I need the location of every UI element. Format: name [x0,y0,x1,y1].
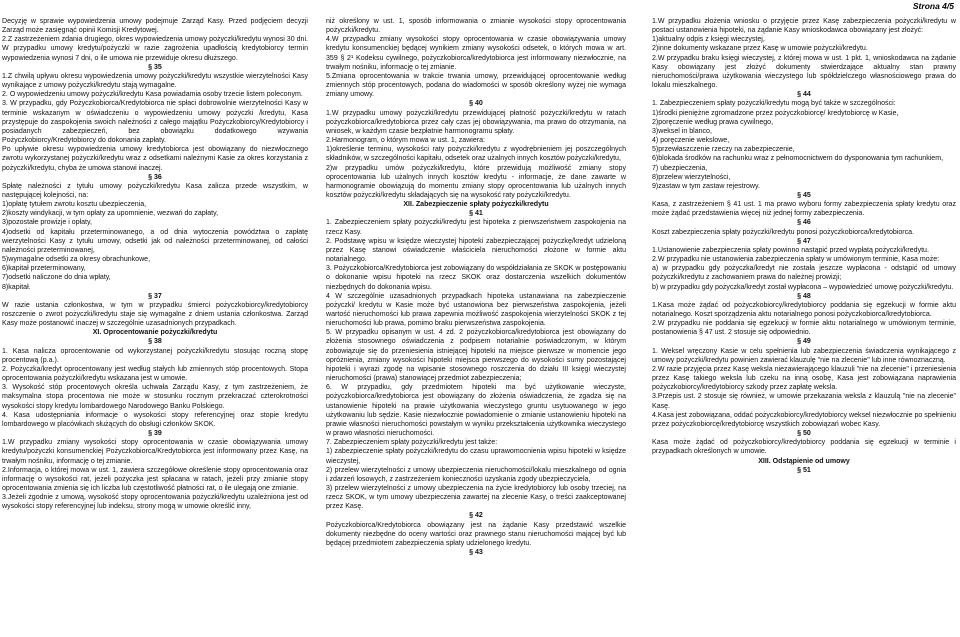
paragraph: 6)blokada środków na rachunku wraz z pełnomocnictwem do dysponowania tym rachunkiem, [652,155,944,163]
document-columns [0,17,960,635]
paragraph: 7)odsetki naliczone do dnia wpłaty, [2,274,111,282]
paragraph: 6)kapitał przeterminowany, [2,265,86,273]
paragraph: 3) przelew wierzytelności z umowy ubezpieczenia na życie kredytobiorcy lub osoby trzeciej, na rzecz SKOK, w tym umowy ubezpieczenia zawartej na zlecenie Kasy, o treści zaakceptowanej przez Kasę. [326,484,626,511]
paragraph: 1.Ustanowienie zabezpieczenia spłaty powinno nastąpić przed wypłatą pożyczki/kredytu. [652,246,929,254]
paragraph: Koszt zabezpieczenia spłaty pożyczki/kredytu ponosi pożyczkobiorca/kredytobiorca. [652,228,915,236]
paragraph: 1.W przypadku złożenia wniosku o przyjęcie przez Kasę zabezpieczenia pożyczki/kredytu w postaci ustanowienia hipoteki, na żądanie Kasy wnioskodawca obowiązany jest złożyć: [652,18,956,35]
paragraph: Pożyczkobiorca/Kredytobiorca obowiązany jest na żądanie Kasy przedstawić wszelkie dokumenty niezbędne do oceny wartości oraz prawnego stanu nieruchomości mającej być lub będącej przedmiotem zabezpieczenia spłaty udzielonego kredytu. [326,521,626,547]
section-paragraph-number: § 40 [469,100,483,108]
paragraph: 4 W szczególnie uzasadnionych przypadkach hipoteka ustanawiana na zabezpieczenie pożyczki/ kredytu w Kasie może być ustanowiona bez pierwszeństwa zaspokojenia, jeżeli wartość nieruchomości lub prawa zapewnia możliwość zaspokojenia wierzytelności SKOK z tej nieruchomości lub prawa, pomimo braku pierwszeństwa zaspokojenia. [326,292,626,328]
paragraph: 2)inne dokumenty wskazane przez Kasę w umowie pożyczki/kredytu. [652,45,868,53]
paragraph: 2)koszty windykacji, w tym opłaty za upomnienie, wezwań do zapłaty, [2,210,219,218]
paragraph: 2. Podstawę wpisu w księdze wieczystej hipoteki zabezpieczającej pożyczkę/kredyt udzieloną przez Kasę stanowi oświadczenie właściciela nieruchomości złożone w formie aktu notarialnego. [326,237,626,264]
paragraph: 1)opłatę tytułem zwrotu kosztu ubezpieczenia, [2,201,147,209]
paragraph: 3.Jeżeli zgodnie z umową, wysokość stopy oprocentowania pożyczki/kredytu uzależniona jest od wysokości stopy referencyjnej lub indeksu, strony mogą w umowie określić inny, [2,494,308,511]
paragraph: 1.W przypadku umowy pożyczki/kredytu przewidującej płatność pożyczki/kredytu w ratach pożyczkobiorca/kredytobiorca przez cały czas jej obowiązywania, ma prawo do otrzymania, na wniosek, w każdym czasie bezpłatnie harmonogramu spłaty. [326,109,626,135]
paragraph: 2.W przypadku nie poddania się egzekucji w formie aktu notarialnego w umówionym terminie, postanowienia § 47 ust. 2 stosuje się odpowiednio. [652,320,956,337]
paragraph: 4) poręczenie wekslowe, [652,137,730,145]
paragraph: 4)odsetki od kapitału przeterminowanego, a od dnia wytoczenia powództwa o zapłatę wierzytelności Kasy z tytułu umowy, odsetki jak od należności przeterminowanej, od całości należności przeterminowanej, [2,228,308,254]
section-paragraph-number: § 47 [797,237,811,245]
paragraph: 2.W razie przyjęcia przez Kasę weksla niezawierającego klauzuli "nie na zlecenie" i przeniesienia przez Kasę takiego weksla lub czeku na inną osobę, Kasa jest zobowiązana naprawienia pożyczkobiorcy/kredytobiorcy szkody przez zapłatę weksla. [652,365,956,392]
paragraph: 5. W przypadku opisanym w ust. 4 zd. 2 pożyczkobiorca/kredytobiorca jest obowiązany do złożenia stosownego oświadczenia z podpisem notarialnie poświadczonym, w którym zobowiązuje się do przeniesienia istniejącej hipoteki na miejsce pierwsze w momencie jego opróżnienia, zmiany wysokości hipoteki miejsca pierwszego do wysokości sumy pozostającej hipoteki i wyrazi zgodę na wpisanie stosownego roszczenia do działu III księgi wieczystej nieruchomości (prawa) stanowiącej przedmiot zabezpieczenia; [326,329,626,383]
paragraph: a) w przypadku gdy pożyczka/kredyt nie została jeszcze wypłacona - odstąpić od umowy pożyczki/kredytu z zachowaniem prawa do należnej prowizji; [652,265,956,282]
section-paragraph-number: § 43 [469,549,483,557]
paragraph: 2.W przypadku nie ustanowienia zabezpieczenia spłaty w umówionym terminie, Kasa może: [652,256,940,264]
paragraph: 5.Zmiana oprocentowania w trakcie trwania umowy, przewidującej oprocentowanie według zmiennych stóp procentowych, podana do wiadomości w sposób określony wyżej nie wymaga zmiany umowy. [326,72,626,99]
paragraph: 4.W przypadku zmiany wysokości stopy oprocentowania w czasie obowiązywania umowy kredytu konsumenckiej będącej wynikiem zmiany wysokości odsetek, o których mowa w art. 359 § 2¹ Kodeksu cywilnego, pożyczkobiorca/kredytobiorca jest informowany niezwłocznie, na trwałym nośniku, informację o tej zmianie. [326,36,626,71]
paragraph: 1. Zabezpieczeniem spłaty pożyczki/kredytu jest hipoteka z pierwszeństwem zaspokojenia na rzecz Kasy. [326,219,626,236]
paragraph: 2)poręczenie według prawa cywilnego, [652,118,774,126]
paragraph: b) w przypadku gdy pożyczka/kredyt został wypłacona – wypowiedzieć umowę pożyczki/kredytu. [652,283,954,291]
chapter-heading: XII. Zabezpieczenie spłaty pożyczki/kredytu [403,201,549,209]
section-paragraph-number: § 51 [797,466,811,474]
paragraph: 3. Pożyczkobiorca/Kredytobiorca jest zobowiązany do współdziałania ze SKOK w postępowaniu o dokonanie wpisu hipoteki na rzecz SKOK oraz dostarczenia wszelkich dokumentów niezbędnych do dokonania wpisu. [326,265,626,291]
paragraph: 5)wymagalne odsetki za okresy obrachunkowe, [2,256,151,264]
paragraph: 3)pozostałe prowizje i opłaty, [2,219,92,227]
section-paragraph-number: § 44 [797,91,811,99]
paragraph: 1.W przypadku zmiany wysokości stopy oprocentowania w czasie obowiązywania umowy kredytu/pożyczki konsumenckiej Pożyczkobiorca/Kredytobiorca jest informowany przez Kasę, na trwałym nośniku, informację o tej zmianie. [2,439,308,465]
paragraph: 5)przewłaszczenie rzeczy na zabezpieczenie, [652,146,795,154]
paragraph: 3)weksel in blanco, [652,127,712,135]
paragraph: 3. Wysokość stóp procentowych określa uchwała Zarządu Kasy, z tym zastrzeżeniem, że maksymalna stopa procentowa nie może w stosunku rocznym przekraczać czterokrotności wysokości stopy kredytu lombardowego Narodowego Banku Polskiego. [2,384,308,410]
column-middle [326,17,626,635]
section-paragraph-number: § 39 [148,430,162,438]
paragraph: 1) zabezpieczenie spłaty pożyczki/kredytu do czasu uprawomocnienia wpisu hipoteki w księdze wieczystej, [326,448,626,465]
paragraph: 7) ubezpieczenia, [652,164,708,172]
section-paragraph-number: § 37 [148,292,162,300]
column-right [652,17,956,635]
paragraph: 1. Zabezpieczeniem spłaty pożyczki/kredytu mogą być także w szczególności: [652,100,896,108]
paragraph: 3.Przepis ust. 2 stosuje się również, w umowie przekazania weksla z klauzulą "nie na zlecenie" Kasę. [652,393,956,410]
chapter-heading: XI. Oprocentowanie pożyczki/kredytu [92,329,218,337]
paragraph: 2. O wypowiedzeniu umowy pożyczki/kredytu Kasa powiadamia osoby trzecie listem poleconym. [2,91,303,99]
section-paragraph-number: § 42 [469,512,483,520]
paragraph: Po upływie okresu wypowiedzenia umowy kredytobiorca jest obowiązany do niezwłocznego zwrotu wykorzystanej pożyczki/kredytu wraz z odsetkami należnymi Kasie za okres korzystania z pożyczki/kredytu, chyba że umowa stanowi inaczej. [2,146,308,172]
paragraph: 4.Kasa jest zobowiązana, oddać pożyczkobiorcy/kredytobiorcy weksel niezwłocznie po spełnieniu przez pożyczkobiorcę/kredytobiorcę wszystkich zobowiązań wobec Kasy. [652,411,956,428]
paragraph: 1)aktualny odpis z księgi wieczystej, [652,36,765,44]
paragraph: 7. Zabezpieczeniem spłaty pożyczki/kredytu jest także: [326,439,498,447]
page-header [0,0,960,14]
paragraph: 2) przelew wierzytelności z umowy ubezpieczenia nieruchomości/lokalu mieszkalnego od ognia i zdarzeń losowych, z zastrzeżeniem konieczności uzyskania zgody ubezpieczyciela, [326,466,626,483]
paragraph: 2.Harmonogram, o którym mowa w ust. 1, zawiera: [326,137,485,145]
section-paragraph-number: § 46 [797,219,811,227]
paragraph: 1. Kasa nalicza oprocentowanie od wykorzystanej pożyczki/kredytu stosując roczną stopę procentową (p.a.). [2,347,308,364]
section-paragraph-number: § 50 [797,430,811,438]
paragraph: 1)środki pieniężne zgromadzone przez pożyczkobiorcę/ kredytobiorcę w Kasie, [652,109,899,117]
paragraph: 4. Kasa udostępniania informacje o wysokości stopy referencyjnej oraz stopie kredytu lombardowego w placówkach służących do obsługi członków SKOK. [2,411,308,428]
paragraph: 8)przelew wierzytelności, [652,173,731,181]
page-number: Strona 4/5 [912,1,954,11]
paragraph: Decyzję w sprawie wypowiedzenia umowy podejmuje Zarząd Kasy. Przed podjęciem decyzji Zarząd może zasięgnąć opinii Komisji Kredytowej. [2,18,308,35]
section-paragraph-number: § 49 [797,338,811,346]
column-left [2,17,308,635]
paragraph: niż określony w ust. 1, sposób informowania o zmianie wysokości stopy oprocentowania pożyczki/kredytu. [326,18,626,35]
paragraph: 9)zastaw w tym zastaw rejestrowy. [652,182,760,190]
paragraph: Spłatę należności z tytułu umowy pożyczki/kredytu Kasa zalicza przede wszystkim, w następującej kolejności, na: [2,182,308,199]
paragraph: W razie ustania członkostwa, w tym w przypadku śmierci pożyczkobiorcy/kredytobiorcy roszczenie o zwrot pożyczki/kredytu staje się wymagalne z dniem ustania członkostwa. Zarząd Kasy może postanowić inaczej w szczególnie uzasadnionych przypadkach. [2,301,308,328]
paragraph: Kasa, z zastrzeżeniem § 41 ust. 1 ma prawo wyboru formy zabezpieczenia spłaty kredytu oraz może żądać przedstawienia więcej niż jednej formy zabezpieczenia. [652,201,956,218]
paragraph: 8)kapitał. [2,283,31,291]
paragraph: 1)określenie terminu, wysokości raty pożyczki/kredytu z wyodrębnieniem jej poszczególnych składników, w szczególności kapitału, odsetek oraz użalnych innych kosztów pożyczki/kredytu, [326,146,626,163]
paragraph: 2)w przypadku umów pożyczki/kredytu, które przewidują możliwość zmiany stopy oprocentowania lub użalnych innych kosztów kredytu - informacje, że dane zawarte w harmonogramie obowiązują do momentu zmiany stopy oprocentowania lub użalnych innych kosztów pożyczki/kredytu składających się na wysokość raty pożyczki/kredytu. [326,164,626,199]
chapter-heading: XIII. Odstąpienie od umowy [758,457,850,465]
paragraph: Kasa może żądać od pożyczkobiorcy/kredytobiorcy poddania się egzekucji w terminie i przypadkach określonych w umowie. [652,439,956,456]
paragraph: 2. Pożyczka/kredyt oprocentowany jest według stałych lub zmiennych stóp procentowych. Stopa oprocentowania pożyczki/kredytu wskazana jest w umowie. [2,365,308,383]
paragraph: 2.W przypadku braku księgi wieczystej, z której mowa w ust. 1 pkt. 1, wnioskodawca na żądanie Kasy obowiązany jest złożyć dokumenty stwierdzające aktualny stan prawny nieruchomości/prawa użytkowania wieczystego lub spółdzielczego własnościowego prawa do lokalu mieszkalnego. [652,54,956,90]
section-paragraph-number: § 38 [148,338,162,346]
paragraph: 2.Informacja, o której mowa w ust. 1, zawiera szczegółowe określenie stopy oprocentowania oraz informację o wysokości rat, jeżeli pożyczka jest spłacana w ratach, jeżeli przy zmianie stopy oprocentowania zmienia się ich liczba lub częstotliwość płatności rat, o ile ulegają one zmianie. [2,466,308,492]
paragraph: 1. Weksel wręczony Kasie w celu spełnienia lub zabezpieczenia świadczenia wynikającego z umowy pożyczki/kredytu powinien zawierać klauzulę "nie na zlecenie" lub inne równoznaczną. [652,347,956,364]
section-paragraph-number: § 41 [469,210,483,218]
section-paragraph-number: § 45 [797,191,811,199]
section-paragraph-number: § 35 [148,63,162,71]
section-paragraph-number: § 48 [797,292,811,300]
paragraph: 3. W przypadku, gdy Pożyczkobiorca/Kredytobiorca nie spłaci dobrowolnie wierzytelności Kasy w terminie wskazanym w oświadczeniu o wypowiedzeniu umowy pożyczki /kredytu, Kasa przystępuje do zaspokojenia swoich należności z całego majątku Pożyczkobiorcy/Kredytobiorcy i posiadanych zabezpieczeń, bez obowiązku dodatkowego wzywania Pożyczkobiorcy/Kredytobiorcy do dokonania zapłaty. [2,100,308,145]
paragraph: 1.Z chwilą upływu okresu wypowiedzenia umowy pożyczki/kredytu wszystkie wierzytelności Kasy wynikające z umowy pożyczki/kredytu stają wymagalne. [2,72,308,90]
paragraph: 2.Z zastrzeżeniem zdania drugiego, okres wypowiedzenia umowy pożyczki/kredytu wynosi 30 dni. W przypadku umowy kredytu/pożyczki w razie zagrożenia upadłością kredytobiorcy termin wypowiedzenia wynosi 7 dni, o ile umowa nie przewiduje okresu dłuższego. [2,36,308,62]
paragraph: 6. W przypadku, gdy przedmiotem hipoteki ma być użytkowanie wieczyste, pożyczkobiorca/kredytobiorca jest obowiązany do złożenia oświadczenia, że zgadza się na ustanowienie hipoteki na prawie użytkowania wieczystego gruntu usytuowanego w jego użytkowaniu lub sędzie. Kasie niezwłocznie powiadomienie o zmianie ustanowieniu hipoteki na prawie własności nieruchomości powstałym w wyniku przekształcenia użytkownika wieczystego w prawo własności nieruchomości. [326,384,626,438]
paragraph: 1.Kasa może żądać od pożyczkobiorcy/kredytobiorcy poddania się egzekucji w formie aktu notarialnego. Koszt sporządzenia aktu notarialnego ponosi pożyczkobiorca/kredytobiorca. [652,301,956,318]
section-paragraph-number: § 36 [148,173,162,181]
